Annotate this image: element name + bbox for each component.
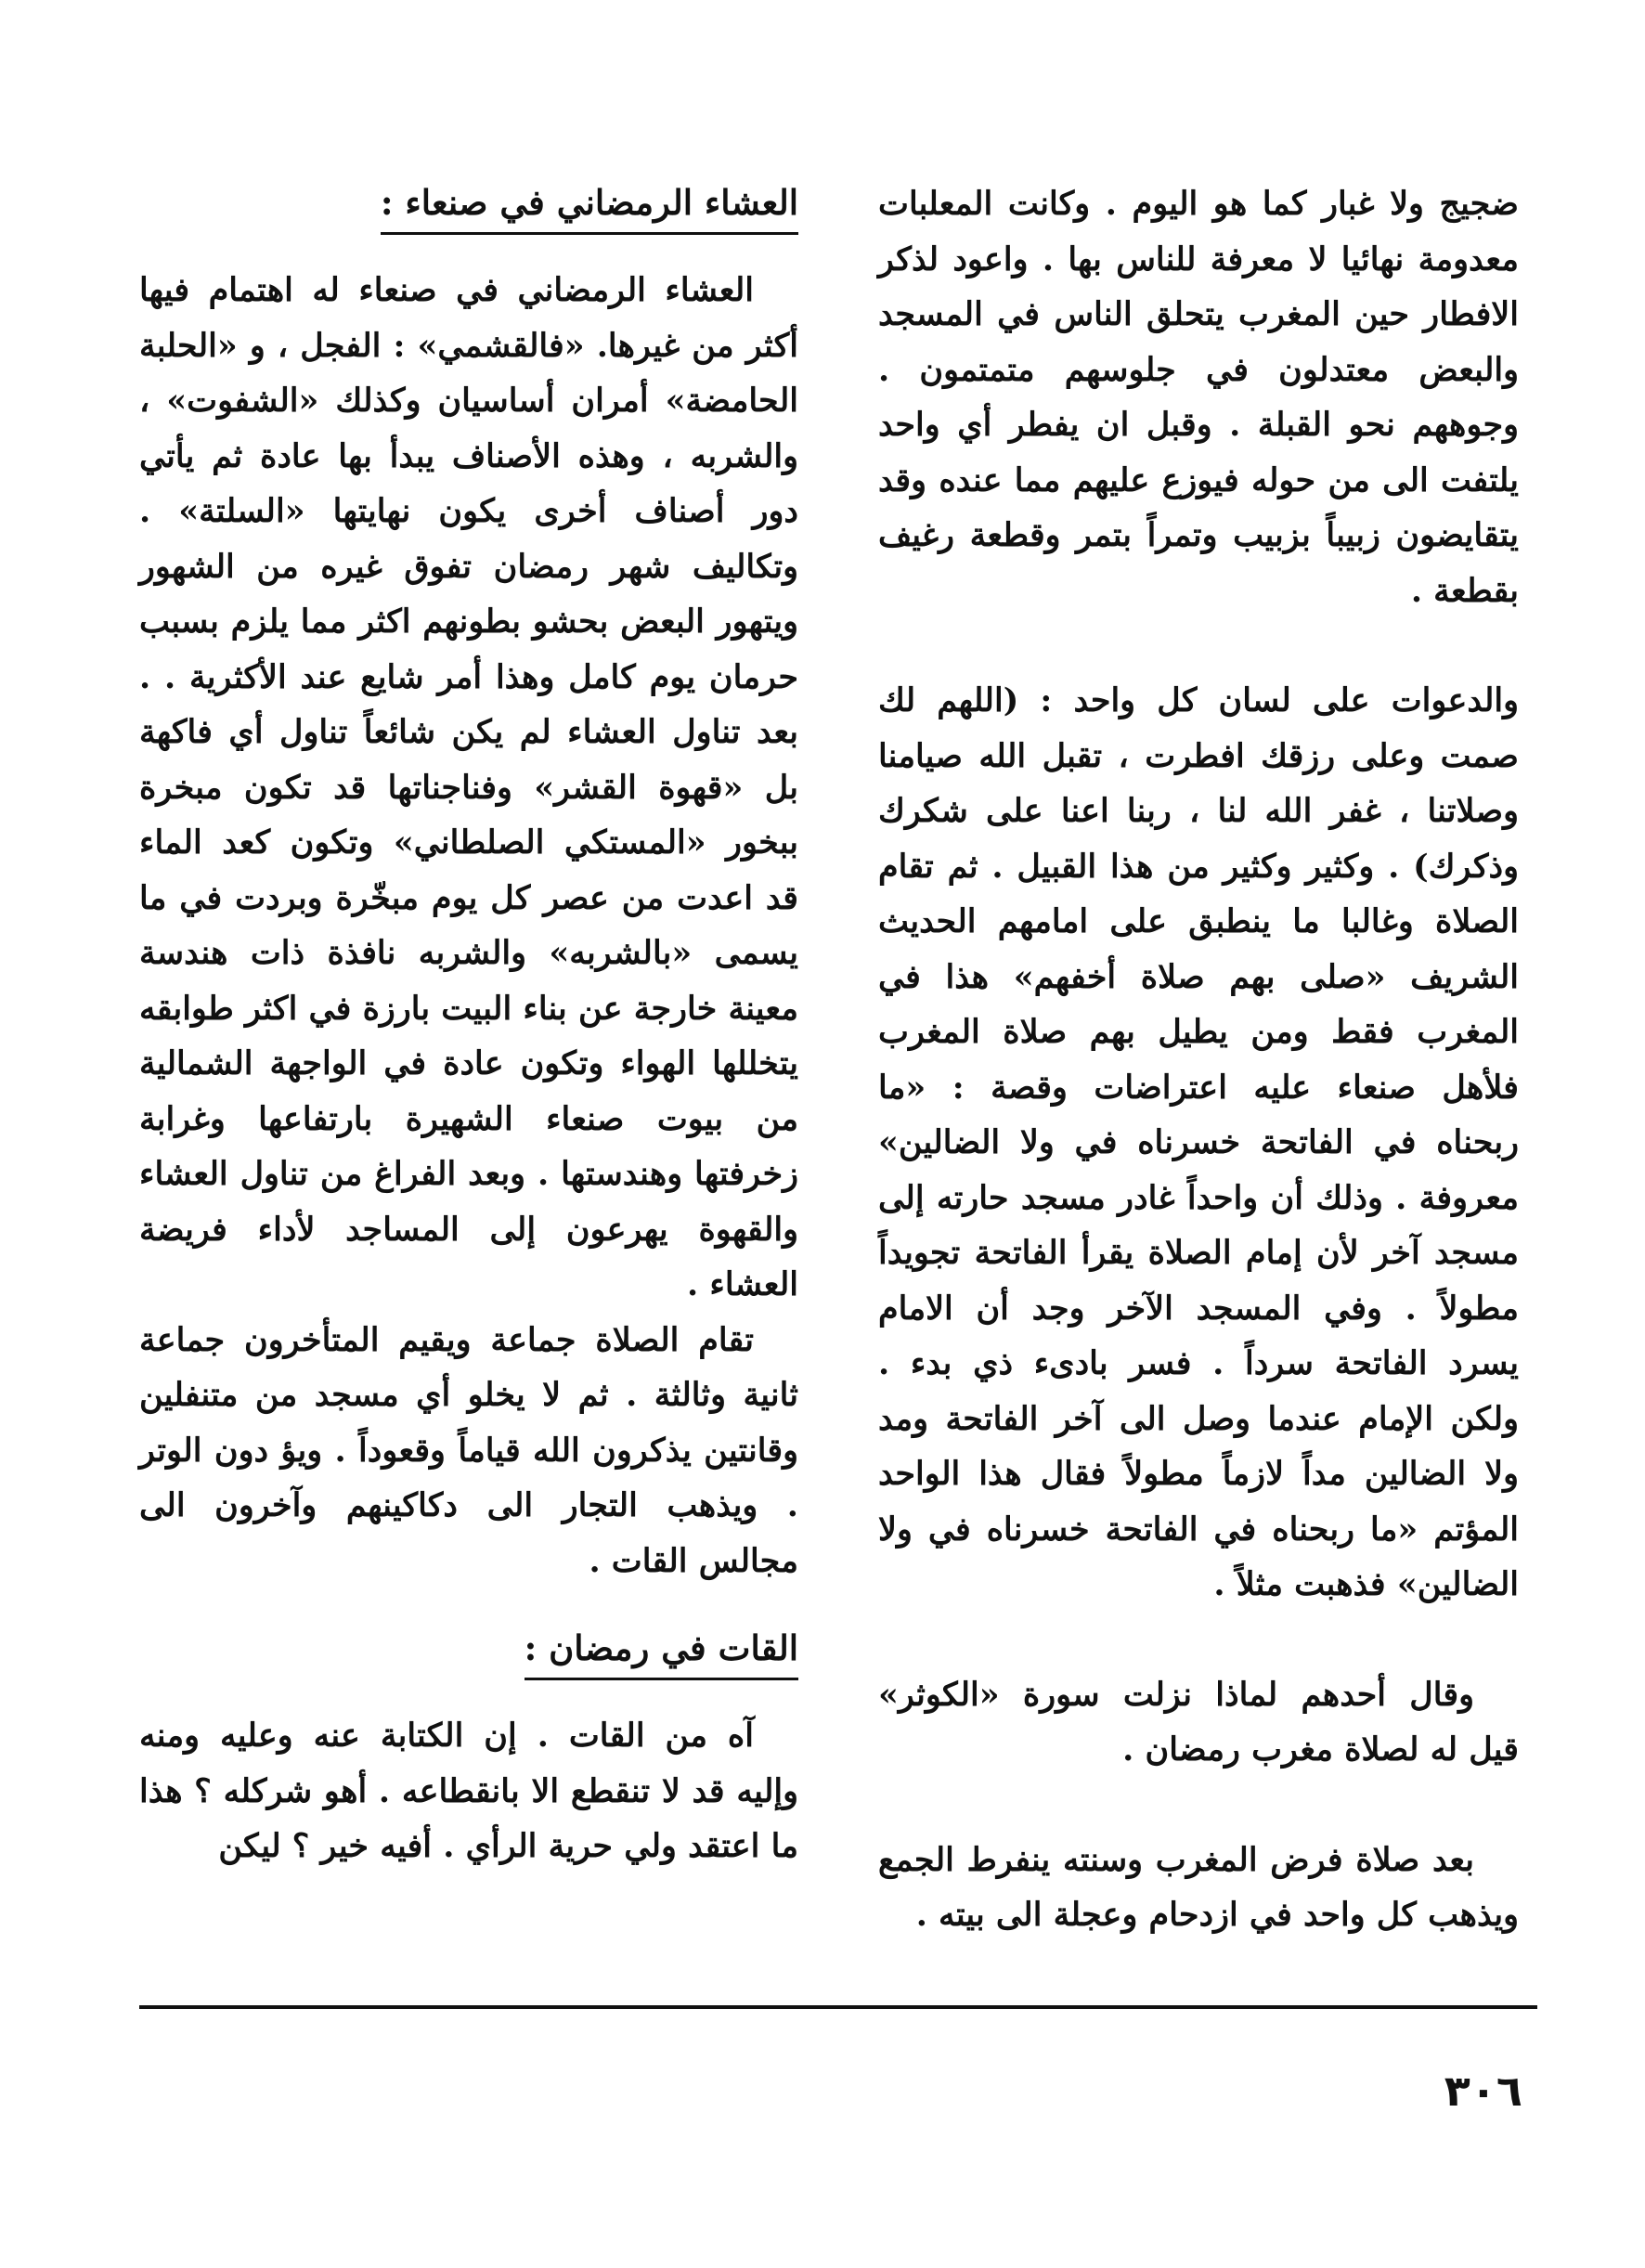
right-column — [878, 176, 1519, 1943]
paragraph-spacer — [878, 618, 1519, 673]
section-heading-ramadan-dinner: العشاء الرمضاني في صنعاء : — [381, 180, 798, 235]
paragraph-spacer — [878, 1778, 1519, 1833]
left-paragraph-3: آه من القات . إن الكتابة عنه وعليه ومنه وإليه قد لا تنقطع الا بانقطاعه . أهو شركله ؟ هذا ما اعتقد ولي حرية الرأي . أفيه خير ؟ ليكن — [139, 1717, 798, 1865]
left-column — [139, 176, 798, 1874]
right-paragraph-4: بعد صلاة فرض المغرب وسنته ينفرط الجمع ويذهب كل واحد في ازدحام وعجلة الى بيته . — [878, 1840, 1519, 1934]
right-paragraph-3: وقال أحدهم لماذا نزلت سورة «الكوثر» قيل له لصلاة مغرب رمضان . — [878, 1675, 1519, 1769]
section-heading-qat-in-ramadan: القات في رمضان : — [525, 1626, 798, 1680]
footer-rule — [139, 2005, 1537, 2009]
section-spacer — [139, 1588, 798, 1622]
paragraph-spacer — [878, 1613, 1519, 1667]
right-paragraph-1: ضجيج ولا غبار كما هو اليوم . وكانت المعلبات معدومة نهائيا لا معرفة للناس بها . واعود لذكر الافطار حين المغرب يتحلق الناس في المسجد والبعض معتدلون في جلوسهم متمتمون . وجوههم نحو القبلة . وقبل ان يفطر أي واحد يلتفت الى من حوله فيوزع عليهم مما عنده وقد يتقايضون زبيباً بزبيب وتمراً بتمر وقطعة رغيف بقطعة . — [878, 185, 1519, 610]
left-paragraph-2: تقام الصلاة جماعة ويقيم المتأخرون جماعة ثانية وثالثة . ثم لا يخلو أي مسجد من متنفلين وقانتين يذكرون الله قياماً وقعوداً . ويؤ دون الوتر . ويذهب التجار الى دكاكينهم وآخرون الى مجالس القات . — [139, 1320, 798, 1580]
right-paragraph-2: والدعوات على لسان كل واحد : (اللهم لك صمت وعلى رزقك افطرت ، تقبل الله صيامنا وصلاتنا ، غفر الله لنا ، ربنا اعنا على شكرك وذكرك) . وكثير وكثير من هذا القبيل . ثم تقام الصلاة وغالبا ما ينطبق على امامهم الحديث الشريف «صلى بهم صلاة أخفهم» هذا في المغرب فقط ومن يطيل بهم صلاة المغرب فلأهل صنعاء عليه اعتراضات وقصة : «ما ربحناه في الفاتحة خسرناه في ولا الضالين» معروفة . وذلك أن واحداً غادر مسجد حارته إلى مسجد آخر لأن إمام الصلاة يقرأ الفاتحة تجويداً مطولاً . وفي المسجد الآخر وجد أن الامام يسرد الفاتحة سرداً . فسر بادىء ذي بدء . ولكن الإمام عندما وصل الى آخر الفاتحة ومد ولا الضالين مداً لازماً مطولاً فقال هذا الواحد المؤتم «ما ربحناه في الفاتحة خسرناه في ولا الضالين» فذهبت مثلاً . — [878, 681, 1519, 1603]
left-paragraph-1: العشاء الرمضاني في صنعاء له اهتمام فيها أكثر من غيرها. «فالقشمي» : الفجل ، و «الحلبة الحامضة» أمران أساسيان وكذلك «الشفوت» ، والشربه ، وهذه الأصناف يبدأ بها عادة ثم يأتي دور أصناف أخرى يكون نهايتها «السلتة» . وتكاليف شهر رمضان تفوق غيره من الشهور ويتهور البعض بحشو بطونهم اكثر مما يلزم بسبب حرمان يوم كامل وهذا أمر شايع عند الأكثرية . . بعد تناول العشاء لم يكن شائعاً تناول أي فاكهة بل «قهوة القشر» وفناجناتها قد تكون مبخرة ببخور «المستكي الصلطاني» وتكون كعد الماء قد اعدت من عصر كل يوم مبخّرة وبردت في ما يسمى «بالشربه» والشربه نافذة ذات هندسة معينة خارجة عن بناء البيت بارزة في اكثر طوابقه يتخللها الهواء وتكون عادة في الواجهة الشمالية من بيوت صنعاء الشهيرة بارتفاعها وغرابة زخرفتها وهندستها . وبعد الفراغ من تناول العشاء والقهوة يهرعون إلى المساجد لأداء فريضة العشاء . — [138, 271, 798, 1303]
page-number: ٣٠٦ — [1444, 2066, 1522, 2116]
section-heading-wrap — [139, 176, 798, 235]
section-heading-wrap — [139, 1622, 798, 1680]
